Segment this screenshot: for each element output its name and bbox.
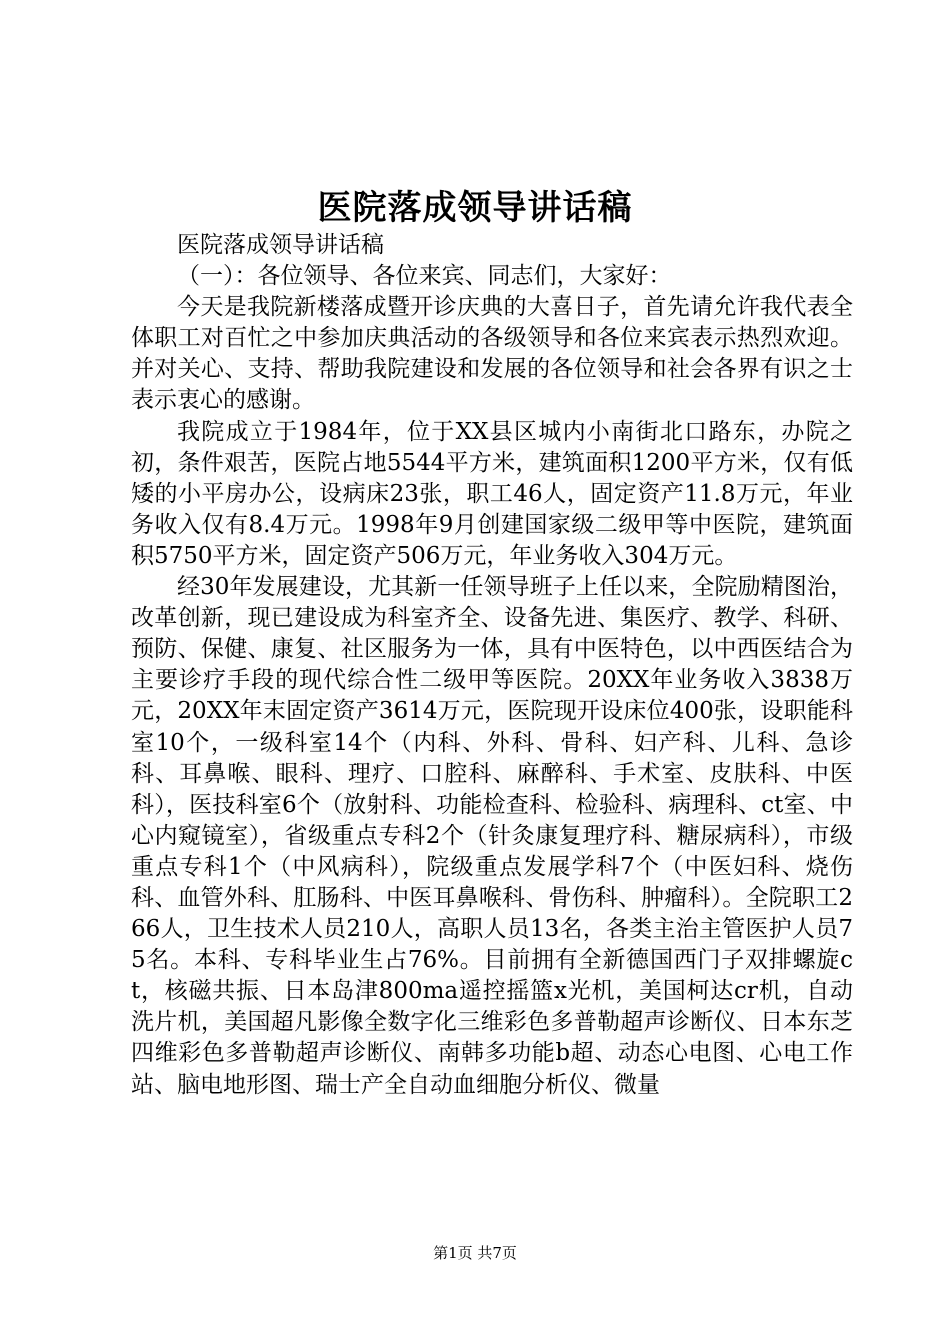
paragraph-subtitle: 医院落成领导讲话稿 [177, 232, 384, 258]
paragraph-development: 经30年发展建设，尤其新一任领导班子上任以来，全院励精图治，改革创新，现已建设成为科室齐全、设备先进、集医疗、教学、科研、预防、保健、康复、社区服务为一体，具有中医特色，以中西医结合为主要诊疗手段的现代综合性二级甲等医院。20XX年业务收入3838万元，20XX年末固定资产3614万元，医院现开设床位400张，设职能科室10个，一级科室14个（内科、外科、骨科、妇产科、儿科、急诊科、耳鼻喉、眼科、理疗、口腔科、麻醉科、手术室、皮肤科、中医科），医技科室6个（放射科、功能检查科、检验科、病理科、ct室、中心内窥镜室），省级重点专科2个（针灸康复理疗科、糖尿病科），市级重点专科1个（中风病科），院级重点发展学科7个（中医妇科、烧伤科、血管外科、肛肠科、中医耳鼻喉科、骨伤科、肿瘤科）。全院职工266人，卫生技术人员210人，高职人员13名，各类主治主管医护人员75名。本科、专科毕业生占76%。目前拥有全新德国西门子双排螺旋ct，核磁共振、日本岛津800ma遥控摇篮x光机，美国柯达cr机，自动洗片机，美国超凡影像全数字化三维彩色多普勒超声诊断仪、日本东芝四维彩色多普勒超声诊断仪、南韩多功能b超、动态心电图、心电工作站、脑电地形图、瑞士产全自动血细胞分析仪、微量 [131, 574, 853, 1098]
document-body [131, 230, 853, 1101]
page-footer: 第1页 共7页 [433, 1244, 517, 1262]
document-title: 医院落成领导讲话稿 [317, 188, 633, 228]
paragraph-history: 我院成立于1984年，位于XX县区城内小南街北口路东，办院之初，条件艰苦，医院占地5544平方米，建筑面积1200平方米，仅有低矮的小平房办公，设病床23张，职工46人，固定资产11.8万元，年业务收入仅有8.4万元。1998年9月创建国家级二级甲等中医院，建筑面积5750平方米，固定资产506万元，年业务收入304万元。 [131, 418, 853, 569]
paragraph-greeting: （一）：各位领导、各位来宾、同志们，大家好： [177, 263, 672, 290]
paragraph-welcome: 今天是我院新楼落成暨开诊庆典的大喜日子，首先请允许我代表全体职工对百忙之中参加庆典活动的各级领导和各位来宾表示热烈欢迎。并对关心、支持、帮助我院建设和发展的各位领导和社会各界有识之士表示衷心的感谢。 [131, 294, 853, 414]
